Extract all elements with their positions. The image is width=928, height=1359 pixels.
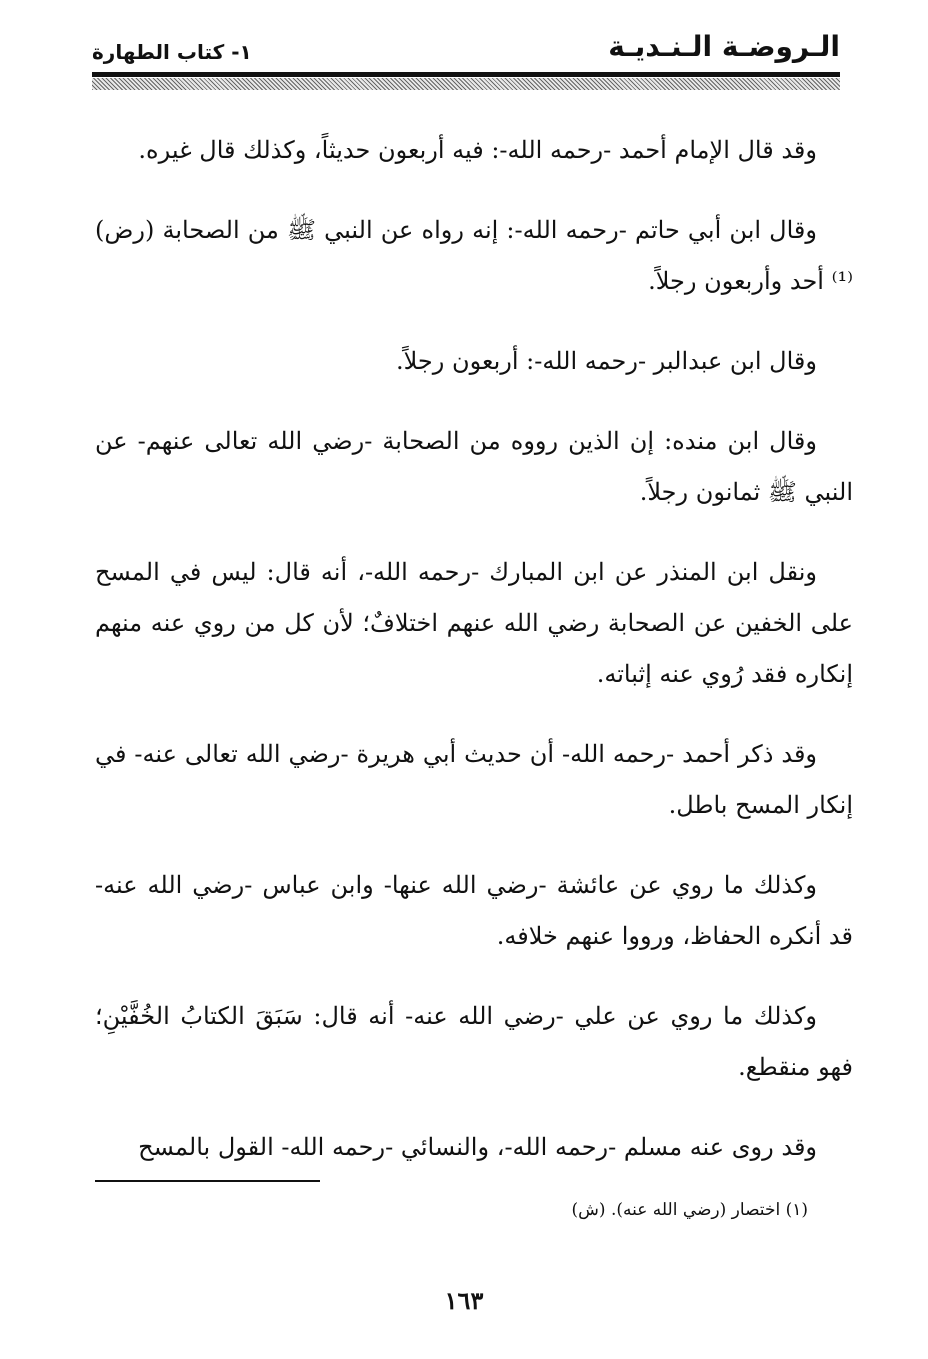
chapter-title: ١- كتاب الطهارة: [92, 40, 252, 64]
footnote-separator: [95, 1180, 320, 1182]
paragraph: ونقل ابن المنذر عن ابن المبارك -رحمه الله-، أنه قال: ليس في المسح على الخفين عن الصحابة رضي الله عنهم اختلافٌ؛ لأن كل من روي عنه منهم إنكاره فقد رُوي عنه إثباته.: [95, 558, 853, 688]
paragraph: وقال ابن منده: إن الذين رووه من الصحابة -رضي الله تعالى عنهم- عن النبي ﷺ ثمانون رجلاً.: [95, 427, 853, 506]
paragraph: وقد روى عنه مسلم -رحمه الله-، والنسائي -رحمه الله- القول بالمسح: [138, 1133, 817, 1161]
header-pattern-band: [92, 78, 840, 90]
header-rule: [92, 72, 840, 77]
paragraph: وقد ذكر أحمد -رحمه الله- أن حديث أبي هريرة -رضي الله تعالى عنه- في إنكار المسح باطل.: [95, 740, 853, 819]
book-title: الـروضـة الـنـديـة: [608, 30, 840, 63]
paragraph: وكذلك ما روي عن عائشة -رضي الله عنها- وابن عباس -رضي الله عنه- قد أنكره الحفاظ، ورووا عنهم خلافه.: [95, 871, 853, 950]
paragraph: وقال ابن أبي حاتم -رحمه الله-: إنه رواه عن النبي ﷺ من الصحابة (رض)⁽¹⁾ أحد وأربعون رجلاً.: [95, 216, 853, 295]
page-number: ١٦٣: [444, 1286, 484, 1315]
page-header: [92, 30, 840, 70]
body-text: [95, 125, 853, 1202]
footnote: (١) اختصار (رضي الله عنه). (ش): [571, 1200, 808, 1220]
paragraph: وقد قال الإمام أحمد -رحمه الله-: فيه أربعون حديثاً، وكذلك قال غيره.: [138, 136, 817, 164]
paragraph: وقال ابن عبدالبر -رحمه الله-: أربعون رجلاً.: [395, 347, 817, 375]
paragraph: وكذلك ما روي عن علي -رضي الله عنه- أنه قال: سَبَقَ الكتابُ الخُفَّيْنِ؛ فهو منقطع.: [95, 1002, 853, 1081]
